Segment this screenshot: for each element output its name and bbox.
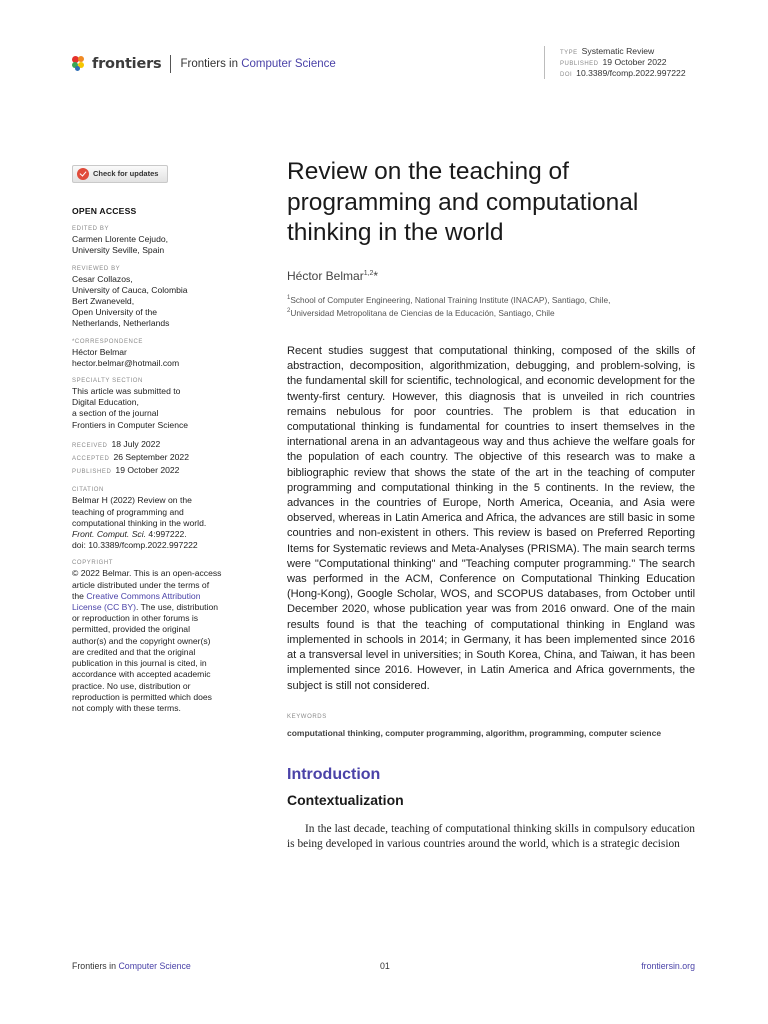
journal-prefix: Frontiers in xyxy=(180,58,238,70)
correspondence-section: *CORRESPONDENCE Héctor Belmar hector.belmar@hotmail.com xyxy=(72,338,247,369)
date-received: RECEIVED 18 July 2022 xyxy=(72,438,161,449)
frontiers-logo-icon xyxy=(72,56,88,72)
logo-divider xyxy=(170,55,171,73)
frontiers-logo[interactable] xyxy=(72,55,336,73)
page-number: 01 xyxy=(380,961,390,971)
citation-section: CITATION Belmar H (2022) Review on the teaching of programming and computational thinking in the world. Front. Comput. Sci. 4:997222. doi: 10.3389/fcomp.2022.997222 xyxy=(72,486,247,551)
meta-doi[interactable]: DOI 10.3389/fcomp.2022.997222 xyxy=(560,68,686,78)
copyright-section: COPYRIGHT © 2022 Belmar. This is an open-access article distributed under the terms of the Creative Commons Attribution License (CC BY). The use, distribution or reproduction in other forums is permitted, provided the original author(s) and the copyright owner(s) are credited and that the original publication in this journal is cited, in accordance with accepted academic practice. No use, distribution or reproduction is permitted which does not comply with these terms. xyxy=(72,560,222,713)
correspondence-email[interactable]: hector.belmar@hotmail.com xyxy=(72,357,180,368)
body-paragraph: In the last decade, teaching of computational thinking skills in compulsory education is being developed in various countries around the world, which is a strategic decision xyxy=(287,823,695,851)
specialty-section: SPECIALTY SECTION This article was submitted to Digital Education, a section of the journal Frontiers in Computer Science xyxy=(72,378,189,430)
journal-name[interactable] xyxy=(180,58,335,70)
introduction-heading: Introduction xyxy=(287,766,381,784)
affiliation-2: $^2$Universidad Metropolitana de Ciencias de la Educación, Santiago, Chile xyxy=(287,307,555,318)
affiliation-1: $^1$School of Computer Engineering, National Training Institute (INACAP), Santiago, Chile, xyxy=(287,294,611,305)
article-title: Review on the teaching of programming and computational thinking in the world xyxy=(287,158,639,246)
edited-by-section: EDITED BY Carmen Llorente Cejudo, University Seville, Spain xyxy=(72,226,169,256)
meta-published: PUBLISHED 19 October 2022 xyxy=(560,57,667,67)
reviewed-by-section: REVIEWED BY Cesar Collazos, University of Cauca, Colombia Bert Zwaneveld, Open University of the Netherlands, Netherlands xyxy=(72,265,188,329)
footer-site-link[interactable]: frontiersin.org xyxy=(641,961,695,971)
affiliations xyxy=(287,293,695,320)
page-footer xyxy=(72,961,695,973)
check-for-updates-button[interactable] xyxy=(72,165,168,183)
contextualization-heading: Contextualization xyxy=(287,792,404,809)
sidebar xyxy=(72,165,247,714)
journal-name-accent: Computer Science xyxy=(241,58,336,70)
author-line: Héctor Belmar$^{1,2}$* xyxy=(287,268,379,283)
correspondence-mark: * xyxy=(373,268,379,283)
dates-section xyxy=(72,439,247,479)
date-accepted: ACCEPTED 26 September 2022 xyxy=(72,452,189,463)
logo-text: frontiers xyxy=(92,56,162,72)
article-main xyxy=(287,157,695,853)
keywords-label: KEYWORDS xyxy=(287,713,327,720)
keywords: computational thinking, computer programming, algorithm, programming, computer science xyxy=(287,727,662,738)
cc-license-link[interactable]: Creative Commons Attribution xyxy=(86,590,201,601)
cc-license-link-2[interactable]: License (CC BY) xyxy=(72,602,136,613)
abstract: Recent studies suggest that computational thinking, composed of the skills of abstraction, decomposition, algorithmization, debugging, and problem-solving, is the fundamental skill for scientific, technological, and economic development for the twenty-first century. However, this diagnosis that is unveiled in rich countries remains nebulous for poor countries. The problem is that education in computational thinking is fundamental for countries to insert themselves in the international arena in an advantageous way and thus achieve the welfare goals for the population of each country. The objective of this research was to make a bibliographic review that shows the state of the art in the teaching of computer programming and computational thinking in the 5 continents. In the review, the advances in the countries of Europe, North America, Oceania, and Asia were observed, whereas in Latin America and Africa, the advances are still basic in some countries and non-existent in others. This review is based on Preferred Reporting Items for Systematic reviews and Meta-Analyses (PRISMA). The main search terms were "Computational thinking" and "Teaching computer programming." The search was performed in the ACM, Conference on Computational Thinking Education (Hong-Kong), Google Scholar, WOS, and SCOPUS databases, from October until December 2020, whose publication year was from 2016 onward. One of the main results found is that the teaching of computational thinking in England was implemented in schools in 2014; in Germany, it has been implemented since 2016 at a transversal level in universities; in South Korea, China, and Taiwan, it has been implemented since 2016. However, in Latin America and Africa governments, the subject is still not considered. xyxy=(287,345,695,692)
footer-journal[interactable]: Frontiers in Computer Science xyxy=(72,961,191,971)
check-updates-label: Check for updates xyxy=(93,169,159,179)
author-name[interactable]: Héctor Belmar xyxy=(287,268,364,283)
checkmark-icon xyxy=(77,168,89,180)
date-published: PUBLISHED 19 October 2022 xyxy=(72,465,180,476)
article-meta xyxy=(544,46,686,79)
meta-type: TYPE Systematic Review xyxy=(560,46,655,56)
citation-doi[interactable]: doi: 10.3389/fcomp.2022.997222 xyxy=(72,540,198,551)
open-access-label: OPEN ACCESS xyxy=(72,206,137,216)
